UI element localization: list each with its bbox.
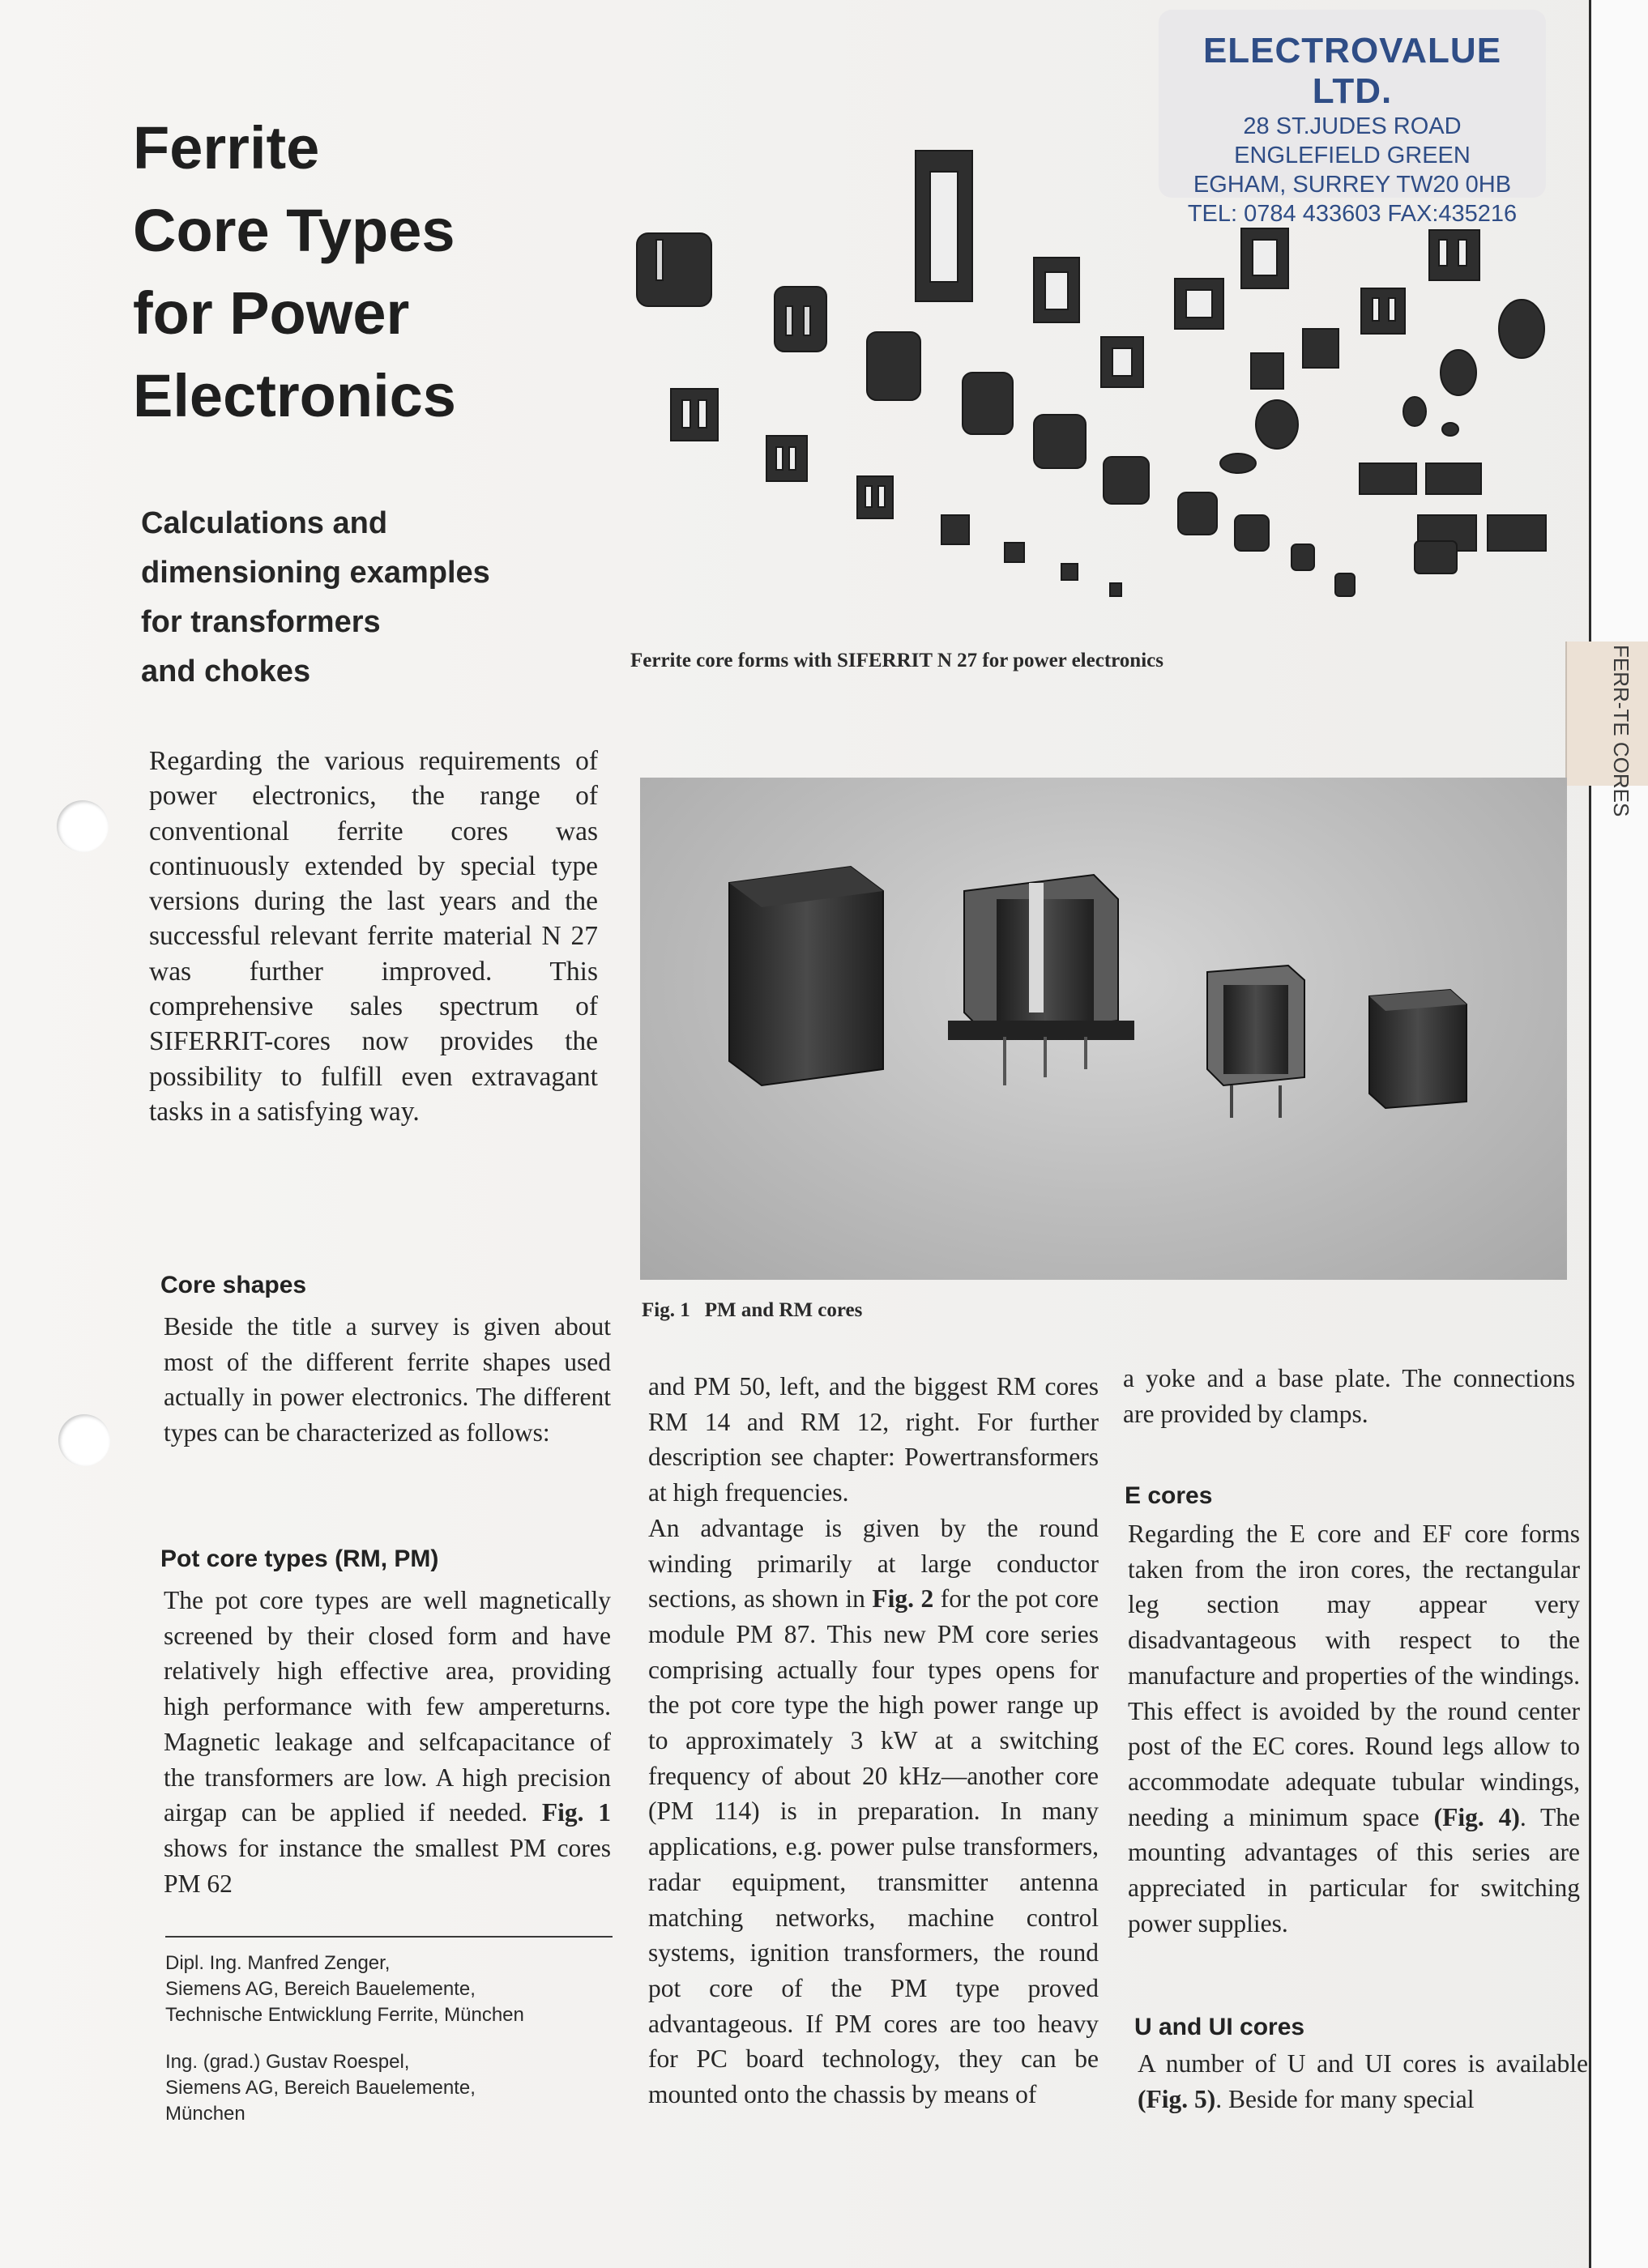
title-line: Core Types	[133, 197, 455, 264]
title-line: Ferrite	[133, 114, 320, 181]
figure-reference: Fig. 2	[872, 1584, 934, 1614]
text-run: The pot core types are well magnetically screened by their closed form and have relatively high effective area, providing high performance with few ampereturns. Magnetic leakage and selfcapacitance of the transformers are low. A high precision airgap can be applied if needed.	[164, 1586, 611, 1827]
author-line: Dipl. Ing. Manfred Zenger,	[165, 1952, 391, 1974]
text-run: An advantage is given by the round winding primarily at large conductor sections, as shown in	[648, 1513, 1099, 1614]
section-heading-u-cores: U and UI cores	[1134, 2014, 1305, 2040]
u-cores-paragraph	[1138, 2046, 1588, 2117]
author-line: Siemens AG, Bereich Bauelemente,	[165, 1978, 476, 2000]
fig1-photo	[640, 778, 1567, 1280]
stamp-address-line: EGHAM, SURREY TW20 0HB	[1193, 172, 1512, 198]
subtitle-line: and chokes	[141, 654, 311, 688]
stamp-address-line: 28 ST.JUDES ROAD	[1243, 113, 1462, 139]
col2-paragraph	[648, 1511, 1099, 2112]
text-run: for the pot core module PM 87. This new PM core series comprising actually four types opens for the pot core type the high power range up to approximately 3 kW at a switching frequency of about 20 kHz—another core (PM 114) is in preparation. In many applications, e.g. power pulse transformers, radar equipment, transmitter antenna matching networks, machine control systems, ignition transformers, the round pot core of the PM type proved advantageous. If PM cores are too heavy for PC board technology, they can be mounted onto the chassis by means of	[648, 1584, 1099, 2109]
article-title	[133, 107, 456, 437]
author-line: Ing. (grad.) Gustav Roespel,	[165, 2051, 410, 2073]
photo-caption: Ferrite core forms with SIFERRIT N 27 for power electronics	[630, 650, 1163, 671]
pot-core-paragraph	[164, 1583, 611, 1901]
author-credits	[165, 1950, 524, 2127]
ferrite-cores-photo	[624, 136, 1556, 616]
section-heading-core-shapes: Core shapes	[160, 1272, 307, 1298]
fig1-caption	[642, 1299, 862, 1322]
text-run: Regarding the E core and EF core forms taken from the iron cores, the rectangular leg section may appear very disadvantageous with respect to the manufacture and properties of the windings. This effect is avoided by the round center post of the EC cores. Round legs allow to accommodate adequate tubular windings, needing a minimum space	[1128, 1520, 1580, 1831]
index-tab-label: FERR-TE CORES	[1609, 645, 1633, 817]
figure-reference: Fig. 1	[541, 1798, 611, 1827]
e-cores-paragraph	[1128, 1516, 1580, 1941]
text-run: A number of U and UI cores is available	[1138, 2049, 1588, 2078]
author-line: Technische Entwicklung Ferrite, München	[165, 2004, 524, 2026]
fig1-caption-text: PM and RM cores	[704, 1299, 863, 1321]
col2-paragraph: and PM 50, left, and the biggest RM cores RM 14 and RM 12, right. For further description see chapter: Powertransformers at high frequencies.	[648, 1372, 1099, 1507]
stamp-address-line: TEL: 0784 433603 FAX:435216	[1187, 201, 1518, 227]
fig1-number: Fig. 1	[642, 1299, 690, 1321]
stamp-address-line: ENGLEFIELD GREEN	[1234, 143, 1471, 168]
text-run: shows for instance the smallest PM cores PM 62	[164, 1833, 611, 1898]
subtitle-line: Calculations and	[141, 506, 388, 540]
stamp-company: ELECTROVALUE LTD.	[1202, 31, 1502, 111]
punch-hole	[58, 1414, 110, 1466]
column-2	[648, 1369, 1099, 2112]
author-line: München	[165, 2103, 245, 2125]
text-run: . The mounting advantages of this series are appreciated in particular for switching power supplies.	[1128, 1802, 1580, 1938]
title-line: for Power	[133, 279, 410, 347]
subtitle-line: for transformers	[141, 605, 381, 639]
author-divider	[165, 1936, 613, 1938]
figure-reference: (Fig. 5)	[1138, 2084, 1216, 2113]
section-heading-e-cores: E cores	[1125, 1482, 1213, 1509]
punch-hole	[57, 800, 109, 852]
figure-reference: (Fig. 4)	[1433, 1802, 1520, 1831]
section-heading-pot-core: Pot core types (RM, PM)	[160, 1545, 439, 1572]
text-run: . Beside for many special	[1215, 2084, 1475, 2113]
article-subtitle	[141, 499, 490, 697]
page-edge	[1589, 0, 1648, 2268]
core-shapes-paragraph: Beside the title a survey is given about most of the different ferrite shapes used actually in power electronics. The different types can be characterized as follows:	[164, 1312, 611, 1447]
author-line: Siemens AG, Bereich Bauelemente,	[165, 2077, 476, 2099]
subtitle-line: dimensioning examples	[141, 556, 490, 590]
intro-paragraph: Regarding the various requirements of power electronics, the range of conventional ferrite cores was continuously extended by special type versions during the last years and the successful relevant ferrite material N 27 was further improved. This comprehensive sales spectrum of SIFERRIT-cores now provides the possibility to fulfill even extravagant tasks in a satisfying way.	[149, 746, 598, 1127]
col3-paragraph: a yoke and a base plate. The connections are provided by clamps.	[1123, 1364, 1575, 1428]
title-line: Electronics	[133, 362, 456, 429]
